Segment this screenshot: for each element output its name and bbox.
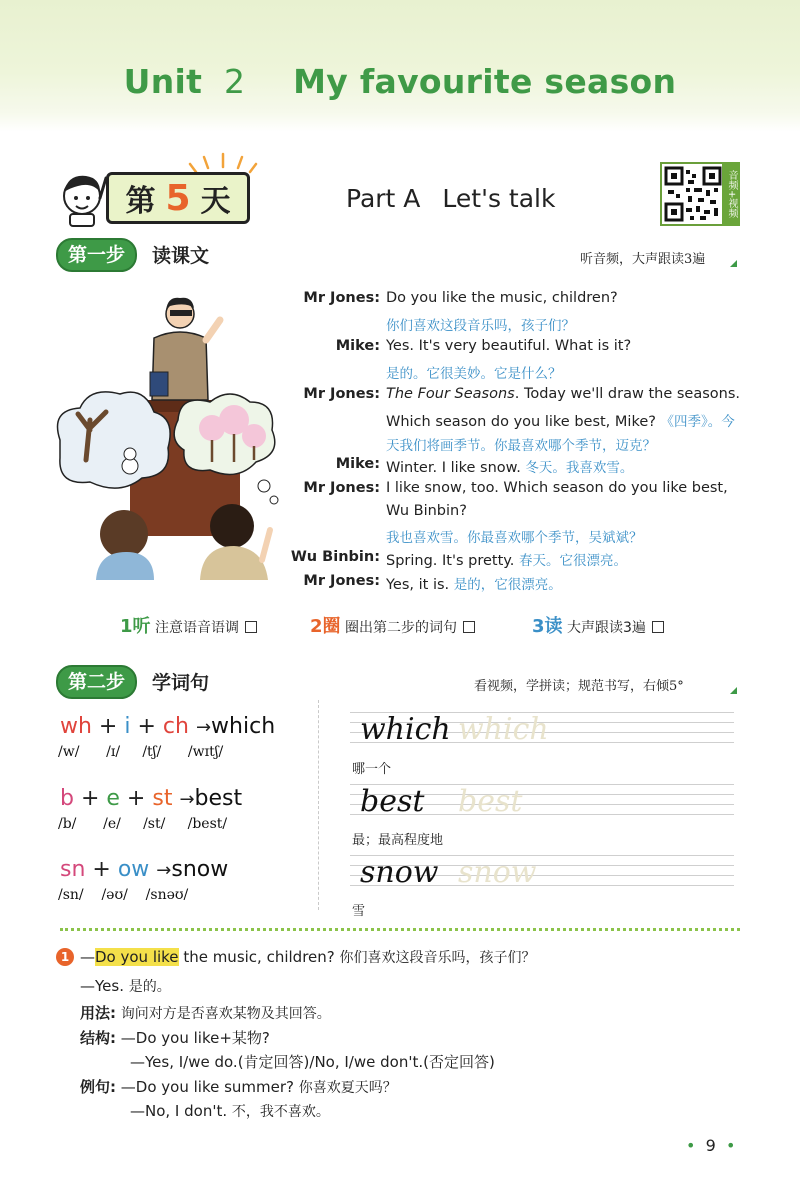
- unit-label: Unit: [123, 62, 203, 101]
- step1-hint: 听音频，大声跟读3遍: [580, 252, 706, 267]
- unit-number: 2: [224, 62, 246, 101]
- tracing-word[interactable]: best: [458, 784, 523, 819]
- dialogue-line: Yes, it is. 是的，它很漂亮。: [386, 577, 562, 593]
- step1-title: 读课文: [152, 245, 210, 267]
- classroom-illustration: [50, 290, 302, 580]
- dialogue-speaker: Mike:: [335, 338, 380, 354]
- day-prefix: 第: [125, 184, 156, 219]
- dialogue-translation: 天我们将画季节。你最喜欢哪个季节，迈克？: [386, 438, 656, 454]
- handwriting-meaning: 最；最高程度地: [352, 833, 444, 848]
- checklist-item: 3读 大声跟读3遍: [532, 612, 664, 638]
- phonics-snow-ipa: /sn/ /əʊ/ /snəʊ/: [58, 887, 189, 903]
- day-suffix: 天: [200, 184, 231, 219]
- checkbox[interactable]: [652, 621, 664, 633]
- qr-media-tab: 音频+视频: [722, 162, 740, 226]
- dialogue-line: I like snow, too. Which season do you like best,: [386, 480, 728, 496]
- note-structure: 结构: —Do you like+某物?: [80, 1029, 270, 1047]
- page-number: • 9 •: [686, 1136, 736, 1155]
- day-badge: [56, 158, 246, 228]
- dialogue-line: Wu Binbin?: [386, 503, 467, 519]
- day-number: 5: [165, 177, 191, 219]
- unit-title: [0, 62, 800, 101]
- step1-pill: 第一步: [56, 238, 137, 272]
- dialogue-line: Which season do you like best, Mike? 《四季》。今: [386, 414, 735, 430]
- handwriting-meaning: 雪: [352, 904, 366, 919]
- dialogue-line: The Four Seasons. Today we'll draw the seasons.: [386, 386, 740, 402]
- phonics-which-ipa: /w/ /ɪ/ /tʃ/ /wɪtʃ/: [58, 744, 224, 760]
- checklist-item: 2圈 圈出第二步的词句: [310, 612, 475, 638]
- section-divider: [318, 700, 319, 910]
- part-title: [346, 184, 555, 213]
- handwriting-word: best: [360, 784, 425, 819]
- sun-rays-icon: [188, 152, 258, 174]
- note-structure-2: —Yes, I/we do.(肯定回答)/No, I/we don't.(否定回答): [130, 1053, 495, 1071]
- dialogue-speaker: Mr Jones:: [303, 573, 380, 589]
- highlight: Do you like: [95, 948, 179, 966]
- dotted-divider: [60, 928, 740, 931]
- phonics-best: b + e + st →best: [60, 786, 243, 811]
- unit-name: My favourite season: [293, 62, 677, 101]
- tracing-word[interactable]: which: [458, 712, 549, 747]
- handwriting-word: snow: [360, 855, 439, 890]
- note-example: 例句: —Do you like summer? 你喜欢夏天吗？: [80, 1078, 397, 1096]
- song-title: The Four Seasons: [386, 386, 515, 402]
- dialogue-speaker: Mr Jones:: [303, 480, 380, 496]
- phonics-best-ipa: /b/ /e/ /st/ /best/: [58, 816, 228, 832]
- part-name: Let's talk: [442, 184, 556, 213]
- checkbox[interactable]: [245, 621, 257, 633]
- qr-code-icon[interactable]: [660, 162, 726, 226]
- phonics-snow: sn + ow →snow: [60, 857, 229, 882]
- step2-title: 学词句: [152, 672, 210, 694]
- dialogue-speaker: Wu Binbin:: [290, 549, 380, 565]
- note-answer: —Yes. 是的。: [80, 977, 171, 995]
- dialogue-speaker: Mr Jones:: [303, 386, 380, 402]
- checklist-item: 1听 注意语音语调: [120, 612, 257, 638]
- dialogue-line: Spring. It's pretty. 春天。它很漂亮。: [386, 553, 627, 569]
- dialogue-line: Do you like the music, children?: [386, 290, 618, 306]
- note-example-2: —No, I don't. 不，我不喜欢。: [130, 1102, 330, 1120]
- part-label: Part A: [346, 184, 421, 213]
- day-label: [106, 172, 250, 224]
- dialogue-translation: 是的。它很美妙。它是什么？: [386, 366, 562, 382]
- phonics-which: wh + i + ch →which: [60, 714, 276, 739]
- dialogue-line: Yes. It's very beautiful. What is it?: [386, 338, 632, 354]
- dialogue-line: Winter. I like snow. 冬天。我喜欢雪。: [386, 460, 634, 476]
- kid-icon: [56, 168, 112, 228]
- note-question: —Do you like the music, children? 你们喜欢这段音乐吗，孩子们？: [80, 948, 536, 966]
- step2-pill: 第二步: [56, 665, 137, 699]
- corner-triangle-icon: [730, 687, 737, 694]
- step2-hint: 看视频，学拼读；规范书写，右倾5°: [474, 679, 684, 694]
- note-number-badge: 1: [56, 948, 74, 966]
- dialogue-translation: 你们喜欢这段音乐吗，孩子们？: [386, 318, 575, 334]
- checkbox[interactable]: [463, 621, 475, 633]
- dialogue-translation: 我也喜欢雪。你最喜欢哪个季节，吴斌斌？: [386, 530, 643, 546]
- corner-triangle-icon: [730, 260, 737, 267]
- handwriting-word: which: [360, 712, 451, 747]
- dialogue-speaker: Mike:: [335, 456, 380, 472]
- note-usage: 用法: 询问对方是否喜欢某物及其回答。: [80, 1004, 331, 1022]
- tracing-word[interactable]: snow: [458, 855, 537, 890]
- handwriting-meaning: 哪一个: [352, 762, 392, 777]
- dialogue-speaker: Mr Jones:: [303, 290, 380, 306]
